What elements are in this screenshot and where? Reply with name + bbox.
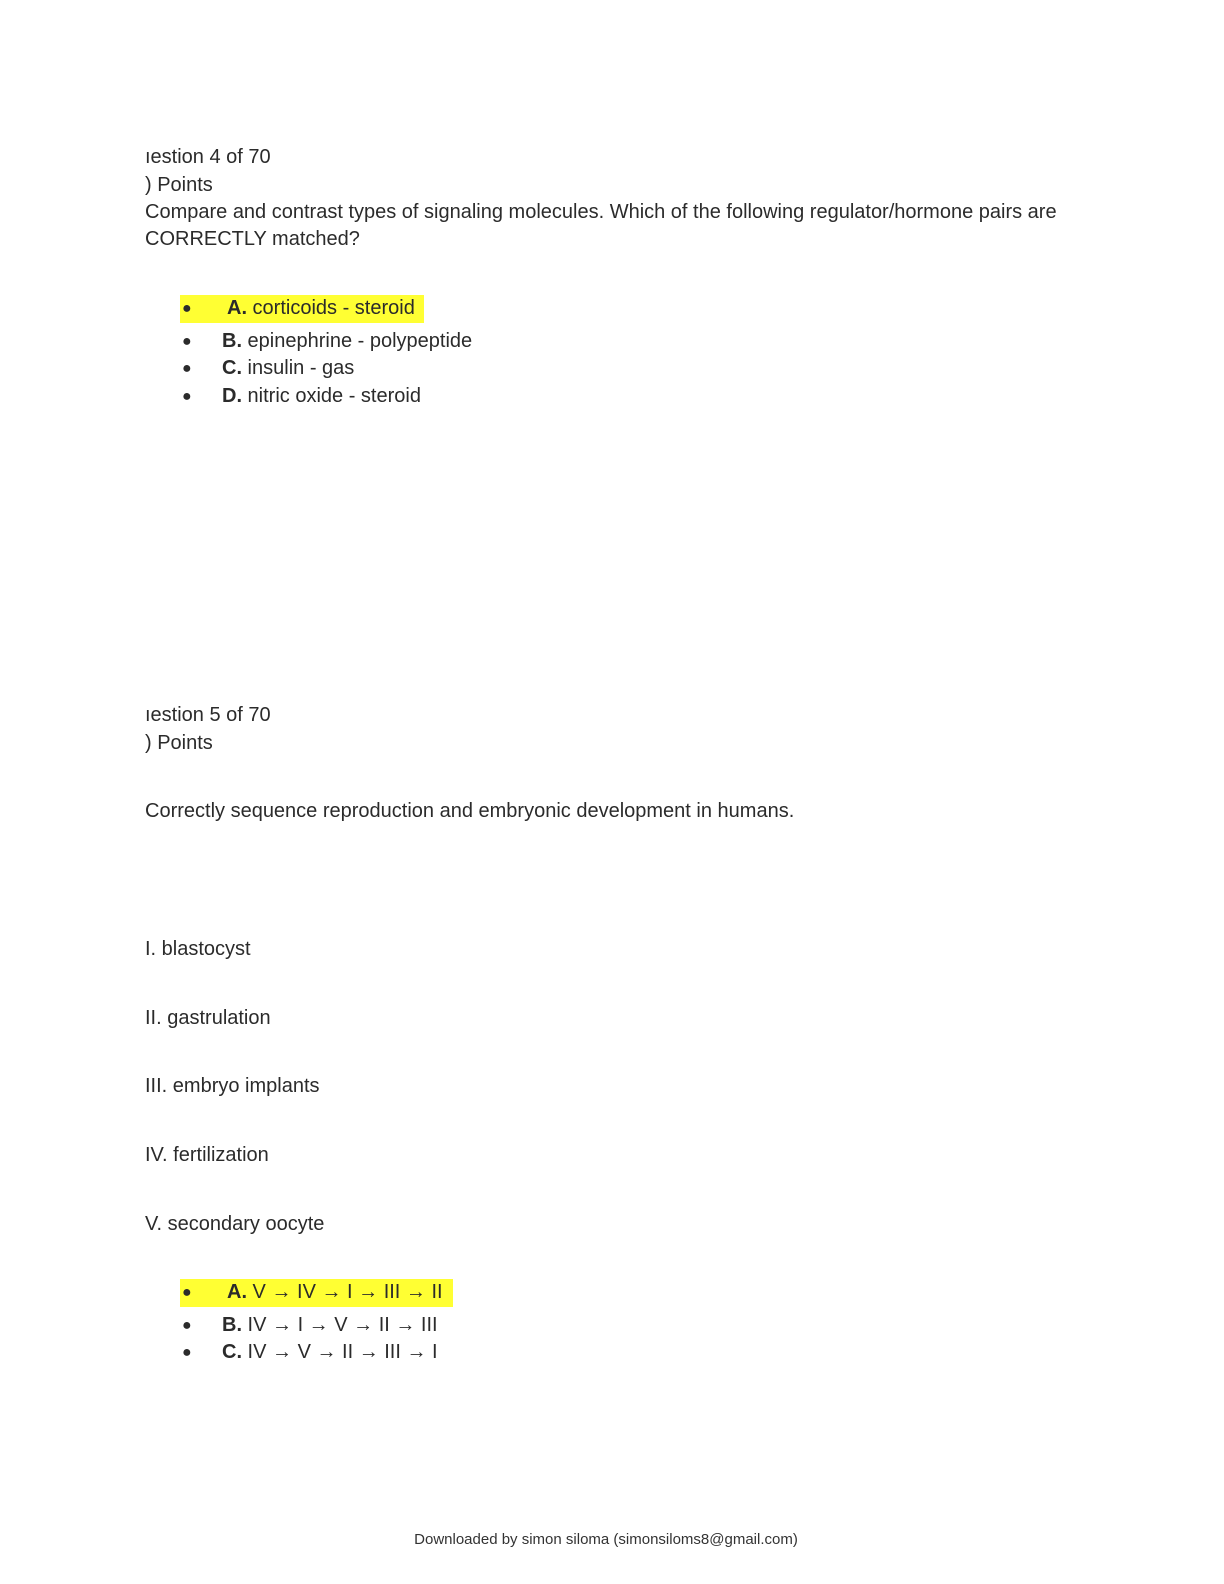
sequence-item-3: III. embryo implants [145,1075,320,1097]
option-text: corticoids - steroid [247,297,415,319]
question-5-heading: ıestion 5 of 70 [145,704,271,726]
option-text: epinephrine - polypeptide [242,329,473,352]
question-5-points: ) Points [145,732,213,754]
question-5-prompt: Correctly sequence reproduction and embryonic development in humans. [145,800,795,822]
question-4-prompt: Compare and contrast types of signaling molecules. Which of the following regulator/hormone pairs are CORRECTLY matched? [145,201,1057,250]
sequence-item-1: I. blastocyst [145,938,251,960]
option-text: nitric oxide - steroid [242,384,421,407]
option-letter: D. [222,384,242,407]
bullet-icon: ● [182,1344,192,1361]
question-4-heading: ıestion 4 of 70 [145,146,271,168]
option-text: V → IV → I → III → II [247,1281,443,1303]
option-letter: A. [227,1281,247,1303]
bullet-icon: ● [182,360,192,377]
option-letter: B. [222,329,242,352]
bullet-icon: ● [182,1316,192,1334]
bullet-icon: ● [182,1284,192,1301]
option-4-b[interactable] [180,328,480,356]
question-4-options [180,295,480,410]
bullet-icon: ● [182,387,192,405]
sequence-item-4: IV. fertilization [145,1144,269,1166]
option-text: IV → V → II → III → I [242,1341,438,1363]
option-text: IV → I → V → II → III [242,1313,438,1336]
download-footer: Downloaded by simon siloma (simonsiloms8@gmail.com) [414,1531,798,1548]
option-letter: C. [222,357,242,379]
question-5-options [180,1279,480,1367]
option-4-c[interactable] [180,355,480,383]
option-5-b[interactable] [180,1312,480,1340]
option-letter: A. [227,297,247,319]
option-letter: B. [222,1313,242,1336]
sequence-item-2: II. gastrulation [145,1007,271,1029]
option-4-d[interactable] [180,383,480,411]
option-5-c[interactable] [180,1339,480,1367]
option-5-a[interactable] [180,1279,453,1307]
bullet-icon: ● [182,300,192,317]
question-4-points: ) Points [145,174,213,196]
option-4-a[interactable] [180,295,424,323]
option-text: insulin - gas [242,357,355,379]
option-letter: C. [222,1341,242,1363]
bullet-icon: ● [182,332,192,350]
sequence-item-5: V. secondary oocyte [145,1213,325,1235]
